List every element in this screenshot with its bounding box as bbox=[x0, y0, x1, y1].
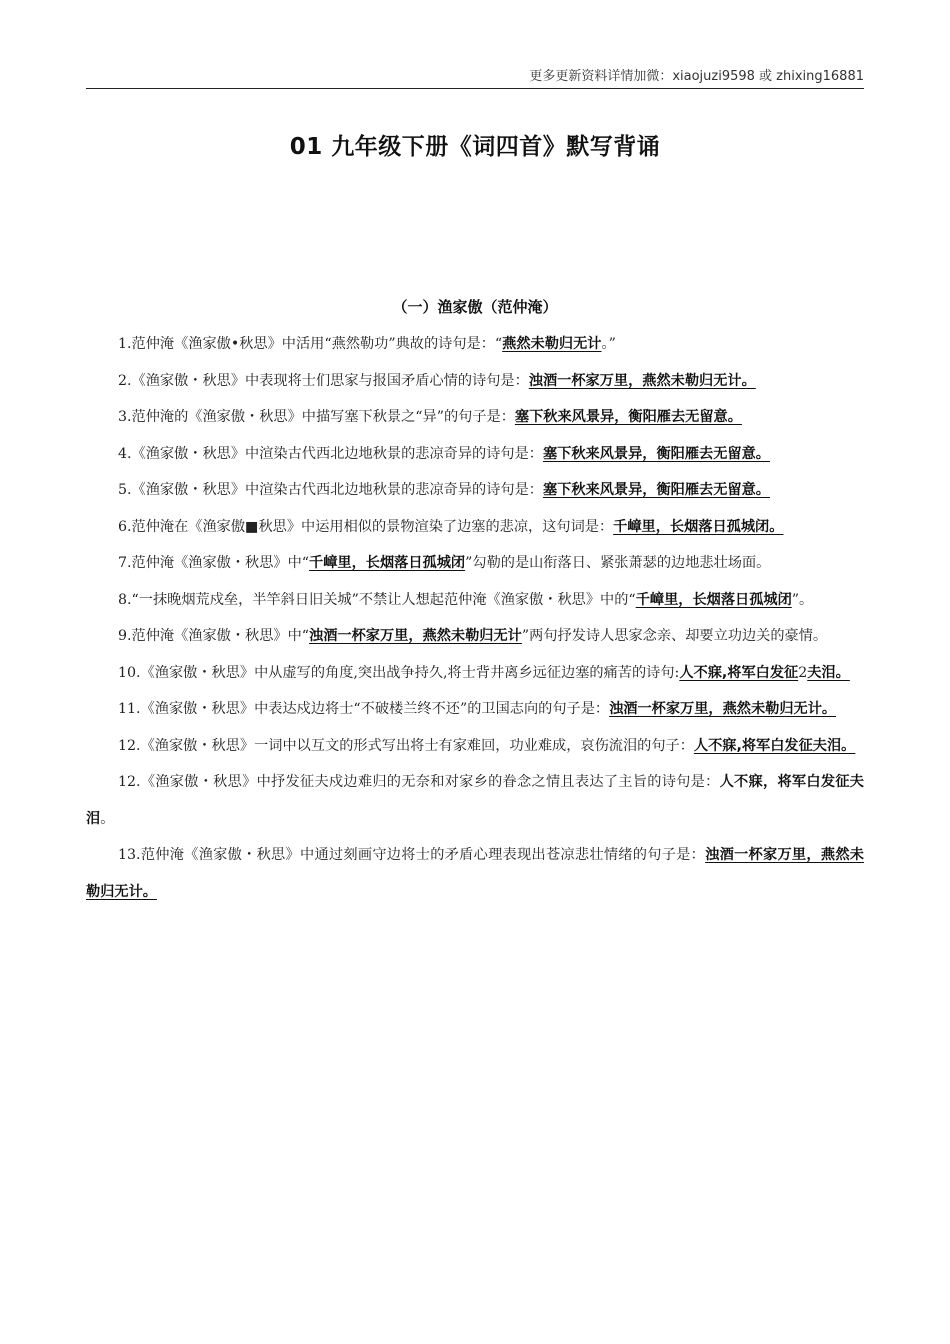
question-text: 6.范仲淹在《渔家傲■秋思》中运用相似的景物渲染了边塞的悲凉，这句词是： bbox=[118, 518, 614, 535]
question-item bbox=[86, 764, 864, 837]
stray-number: 2 bbox=[798, 664, 808, 681]
question-tail: ”勾勒的是山衔落日、紧张萧瑟的边地悲壮场面。 bbox=[465, 555, 771, 571]
question-text: 13.范仲淹《渔家傲・秋思》中通过刻画守边将士的矛盾心理表现出苍凉悲壮情绪的句子是： bbox=[118, 847, 706, 863]
question-text: 12.《渔家傲・秋思》一词中以互文的形式写出将士有家难回，功业难成，哀伤流泪的句子： bbox=[118, 737, 694, 754]
answer-text: 夫泪。 bbox=[807, 664, 850, 681]
answer-text: 浊酒一杯家万里，燕然未勒归无计 bbox=[309, 628, 522, 644]
answer-text: 塞下秋来风景异，衡阳雁去无留意。 bbox=[542, 482, 770, 498]
question-text: 4.《渔家傲・秋思》中渲染古代西北边地秋景的悲凉奇异的诗句是： bbox=[118, 445, 543, 462]
page-title: 01 九年级下册《词四首》默写背诵 bbox=[289, 134, 661, 160]
question-tail: ”。 bbox=[791, 591, 814, 608]
answer-text: 千嶂里，长烟落日孤城闭 bbox=[309, 555, 466, 571]
question-text: 2.《渔家傲・秋思》中表现将士们思家与报国矛盾心情的诗句是： bbox=[118, 372, 529, 389]
header-text: 更多更新资料详情加微：xiaojuzi9598 或 zhixing16881 bbox=[529, 69, 864, 84]
question-text: 10.《渔家傲・秋思》中从虚写的角度,突出战争持久,将士背井离乡远征边塞的痛苦的诗句: bbox=[118, 664, 680, 681]
question-text: 9.范仲淹《渔家傲・秋思》中“ bbox=[118, 628, 310, 644]
answer-text: 浊酒一杯家万里，燕然未勒归无计。 bbox=[609, 701, 837, 717]
question-tail: 。” bbox=[601, 336, 616, 352]
question-item bbox=[86, 363, 864, 400]
question-tail: ”两句抒发诗人思家念亲、却要立功边关的豪情。 bbox=[521, 628, 828, 644]
question-item bbox=[86, 472, 864, 509]
question-item bbox=[86, 326, 864, 363]
question-item bbox=[86, 509, 864, 546]
question-text: 7.范仲淹《渔家傲・秋思》中“ bbox=[118, 555, 310, 571]
answer-text: 千嶂里，长烟落日孤城闭。 bbox=[613, 518, 784, 535]
question-text: 5.《渔家傲・秋思》中渲染古代西北边地秋景的悲凉奇异的诗句是： bbox=[118, 482, 543, 498]
question-text: 12.《渔家傲・秋思》中抒发征夫戍边难归的无奈和对家乡的眷念之情且表达了主旨的诗句是： bbox=[118, 774, 720, 790]
question-item bbox=[86, 837, 864, 910]
question-item bbox=[86, 436, 864, 473]
question-item bbox=[86, 655, 864, 692]
answer-text: 浊酒一杯家万里，燕然未勒归无计。 bbox=[528, 372, 756, 389]
question-item bbox=[86, 691, 864, 728]
question-text: 8.“一抹晚烟荒戍垒，半竿斜日旧关城”不禁让人想起范仲淹《渔家傲・秋思》中的“ bbox=[118, 591, 636, 608]
question-text: 11.《渔家傲・秋思》中表达戍边将士“不破楼兰终不还”的卫国志向的句子是： bbox=[118, 701, 610, 717]
question-item bbox=[86, 545, 864, 582]
answer-text: 人不寐,将军白发征夫泪。 bbox=[693, 737, 856, 754]
answer-text: 人不寐,将军白发征 bbox=[679, 664, 799, 681]
answer-text: 千嶂里，长烟落日孤城闭 bbox=[635, 591, 792, 608]
question-text: 3.范仲淹的《渔家傲・秋思》中描写塞下秋景之“异”的句子是： bbox=[118, 409, 515, 425]
answer-text: 燕然未勒归无计 bbox=[502, 336, 602, 352]
question-tail: 。 bbox=[100, 810, 115, 827]
answer-text: 塞下秋来风景异，衡阳雁去无留意。 bbox=[542, 445, 770, 462]
section-heading: （一）渔家傲（范仲淹） bbox=[392, 298, 558, 316]
question-text: 1.范仲淹《渔家傲•秋思》中活用“燕然勒功”典故的诗句是：“ bbox=[118, 336, 503, 352]
answer-text: 人不寐，将军白发征夫泪 bbox=[86, 774, 864, 827]
page-header bbox=[86, 68, 864, 89]
answer-text: 浊酒一杯家万里，燕然未勒归无计。 bbox=[86, 847, 864, 900]
question-item bbox=[86, 618, 864, 655]
question-list bbox=[86, 326, 864, 910]
question-item bbox=[86, 728, 864, 765]
question-item bbox=[86, 582, 864, 619]
answer-text: 塞下秋来风景异，衡阳雁去无留意。 bbox=[514, 409, 742, 425]
question-item bbox=[86, 399, 864, 436]
